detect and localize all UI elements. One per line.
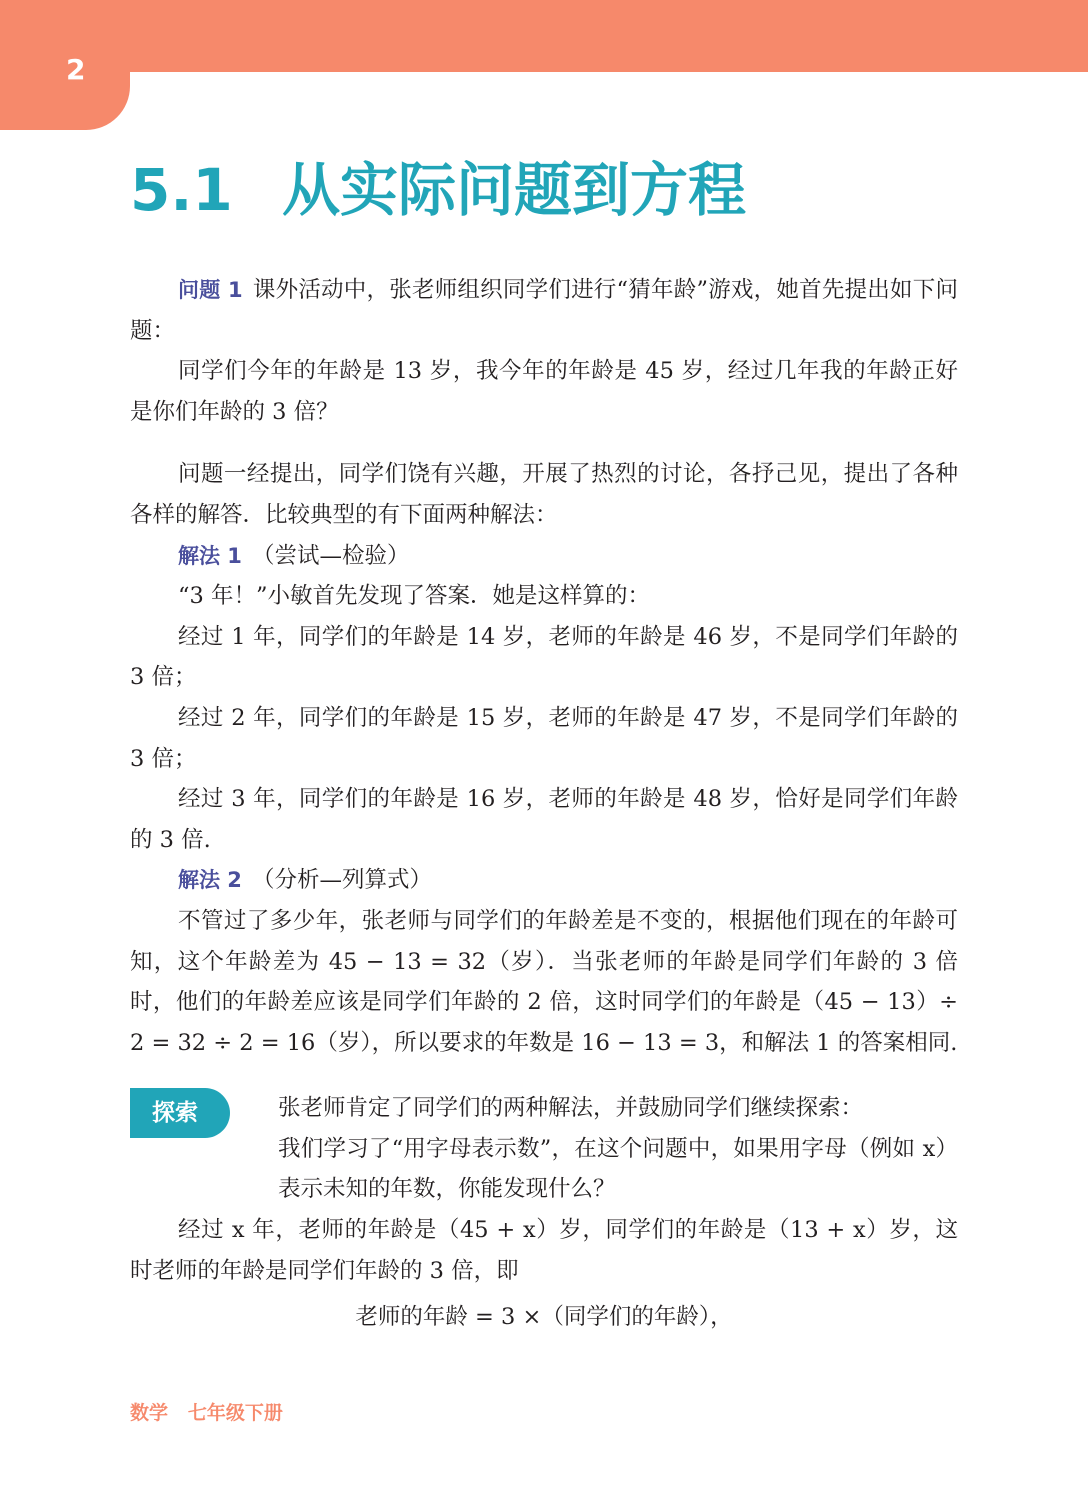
method-1-step: 经过 1 年，同学们的年龄是 14 岁，老师的年龄是 46 岁，不是同学们年龄的 3 倍； [130, 623, 958, 691]
footer-subject: 数学 [130, 1402, 169, 1424]
method-2-label: 解法 2 [178, 868, 242, 893]
explore-line-1: 张老师肯定了同学们的两种解法，并鼓励同学们继续探索： [278, 1095, 864, 1122]
method-1-intro: “3 年！”小敏首先发现了答案．她是这样算的： [178, 583, 650, 610]
footer [130, 1398, 283, 1425]
footer-grade: 七年级下册 [187, 1402, 283, 1424]
method-2-text: 不管过了多少年，张老师与同学们的年龄差是不变的，根据他们现在的年龄可知，这个年龄差为 45 − 13 = 32（岁）．当张老师的年龄是同学们年龄的 3 倍时，他们的年龄差应该是同学们年龄的 2 倍，这时同学们的年龄是（45 − 13）÷ 2 = 32 ÷ 2 = 16（岁），所以要求的年数是 16 − 13 = 3，和解法 1 的答案相同. [130, 907, 958, 1056]
section-number: 5.1 [130, 156, 233, 224]
method-1-subtitle: （尝试—检验） [251, 542, 410, 569]
method-1-heading [130, 536, 958, 577]
page-content [130, 270, 958, 1338]
discussion-paragraph: 问题一经提出，同学们饶有兴趣，开展了热烈的讨论，各抒己见，提出了各种各样的解答．比较典型的有下面两种解法： [130, 461, 958, 528]
explore-line-3: 经过 x 年，老师的年龄是（45 + x）岁，同学们的年龄是（13 + x）岁，这时老师的年龄是同学们年龄的 3 倍，即 [130, 1217, 958, 1284]
page-number-tab [0, 0, 130, 130]
spacer [130, 432, 958, 454]
problem-question: 同学们今年的年龄是 13 岁，我今年的年龄是 45 岁，经过几年我的年龄正好是你们年龄的 3 倍？ [130, 358, 958, 425]
equation-line: 老师的年龄 = 3 ×（同学们的年龄）， [355, 1304, 733, 1331]
header-band [0, 0, 1088, 72]
problem-label: 问题 1 [178, 278, 243, 302]
problem-1 [130, 270, 958, 351]
method-1-step: 经过 2 年，同学们的年龄是 15 岁，老师的年龄是 47 岁，不是同学们年龄的 3 倍； [130, 704, 958, 772]
explore-badge: 探索 [130, 1088, 230, 1138]
problem-intro: 课外活动中，张老师组织同学们进行“猜年龄”游戏，她首先提出如下问题： [130, 277, 958, 344]
section-title-text: 从实际问题到方程 [282, 156, 747, 224]
page-number: 2 [66, 53, 86, 86]
spacer [130, 1063, 958, 1088]
method-1-step: 经过 3 年，同学们的年龄是 16 岁，老师的年龄是 48 岁，恰好是同学们年龄的 3 倍. [130, 786, 958, 853]
method-2-subtitle: （分析—列算式） [251, 867, 432, 894]
method-2-heading [130, 860, 958, 901]
method-1-label: 解法 1 [178, 543, 242, 568]
explore-line-2: 我们学习了“用字母表示数”，在这个问题中，如果用字母（例如 x）表示未知的年数，你能发现什么？ [278, 1135, 958, 1203]
explore-section [130, 1088, 958, 1338]
section-title [130, 152, 746, 228]
